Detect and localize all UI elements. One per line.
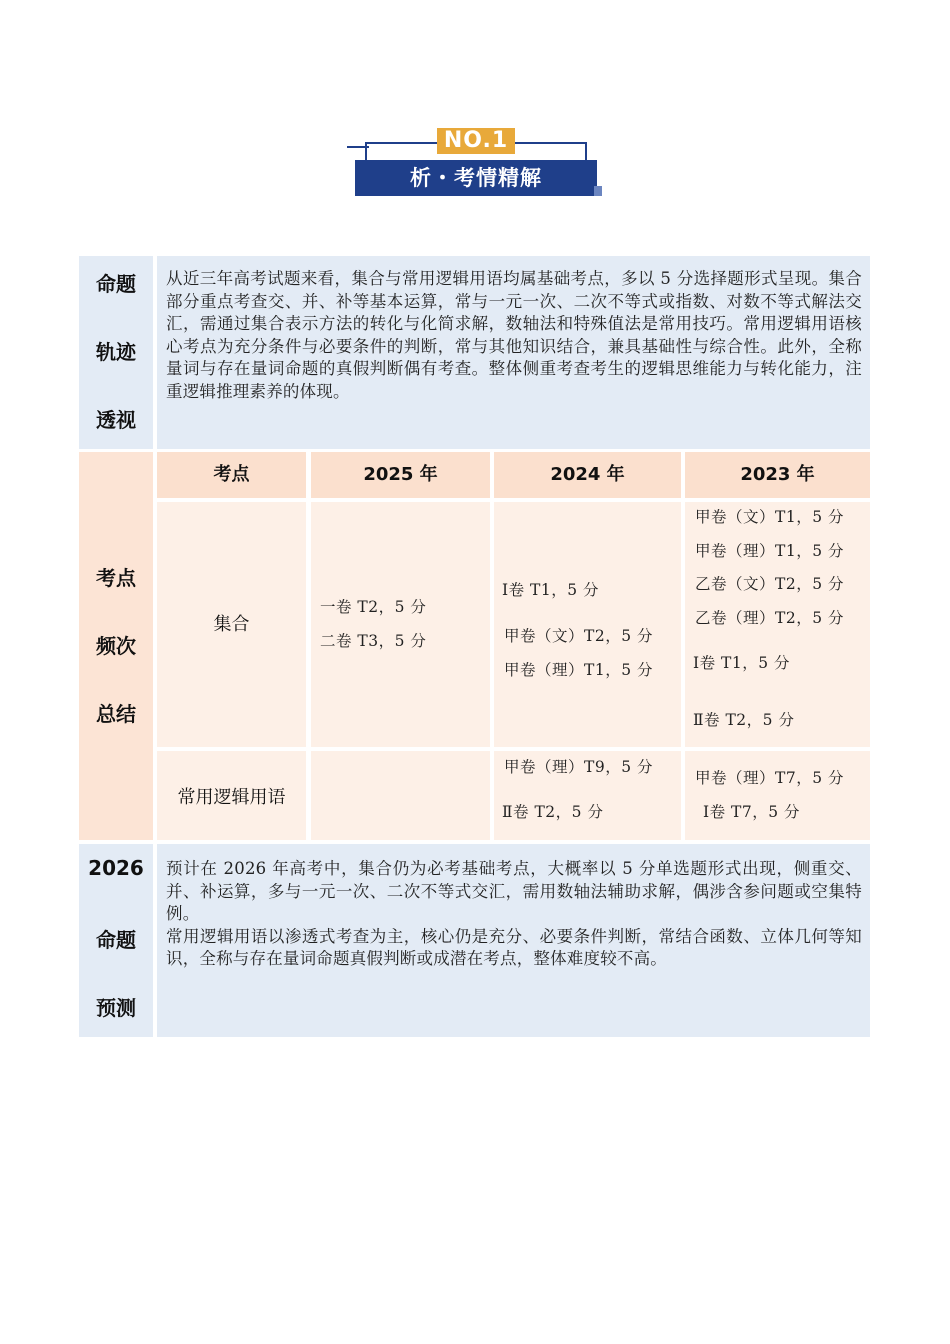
label-line: 总结	[96, 702, 136, 726]
exam-entry: 甲卷（理）T7，5 分	[695, 769, 844, 787]
decorative-line	[585, 142, 587, 162]
exam-entry: 甲卷（理）T9，5 分	[504, 758, 653, 776]
label-line: 2026	[88, 856, 144, 880]
table-cell	[311, 502, 490, 747]
exam-entry: 乙卷（理）T2，5 分	[695, 609, 844, 627]
table-cell	[494, 751, 681, 840]
decorative-line	[365, 142, 367, 162]
prediction-paragraph: 常用逻辑用语以渗透式考查为主，核心仍是充分、必要条件判断，常结合函数、立体几何等知识，全称与存在量词命题真假判断或成潜在考点，整体难度较不高。	[166, 926, 862, 968]
badge-number: NO.1	[437, 128, 515, 154]
table-cell	[494, 502, 681, 747]
label-line: 考点	[96, 566, 136, 590]
section-label-prediction	[79, 844, 153, 1037]
section-title-badge	[347, 128, 603, 198]
prediction-paragraph: 预计在 2026 年高考中，集合仍为必考基础考点，大概率以 5 分单选题形式出现，侧重交、并、补运算，多与一元一次、二次不等式交汇，需用数轴法辅助求解，偶涉含参问题或空集特例。	[166, 859, 862, 923]
exam-entry: 一卷 T2，5 分	[320, 598, 427, 616]
table-cell	[311, 751, 490, 840]
table-cell	[157, 502, 306, 747]
exam-entry: 甲卷（理）T1，5 分	[695, 542, 844, 560]
exam-entry: Ⅱ卷 T2，5 分	[502, 803, 604, 821]
label-line: 预测	[96, 996, 136, 1020]
exam-entry: Ⅰ卷 T1，5 分	[693, 654, 791, 672]
badge-shadow	[594, 186, 602, 196]
exam-entry: Ⅰ卷 T1，5 分	[502, 581, 600, 599]
label-line: 轨迹	[96, 340, 136, 364]
label-line: 命题	[96, 272, 136, 296]
table-cell	[685, 502, 870, 747]
exam-entry: Ⅱ卷 T2，5 分	[693, 711, 795, 729]
topic-name: 常用逻辑用语	[177, 787, 286, 808]
label-line: 透视	[96, 408, 136, 432]
prediction-text	[157, 844, 870, 1037]
table-header-2025: 2025 年	[311, 452, 490, 498]
table-cell	[157, 751, 306, 840]
table-header-2024: 2024 年	[494, 452, 681, 498]
section-label-trajectory	[79, 256, 153, 449]
label-line: 命题	[96, 928, 136, 952]
section-label-frequency	[79, 452, 153, 840]
exam-entry: 甲卷（理）T1，5 分	[504, 661, 653, 679]
exam-entry: Ⅰ卷 T7，5 分	[703, 803, 801, 821]
table-header-topic: 考点	[157, 452, 306, 498]
badge-title: 析・考情精解	[355, 160, 597, 196]
exam-entry: 二卷 T3，5 分	[320, 632, 427, 650]
table-cell	[685, 751, 870, 840]
exam-entry: 甲卷（文）T1，5 分	[695, 508, 844, 526]
exam-entry: 乙卷（文）T2，5 分	[695, 575, 844, 593]
exam-entry: 甲卷（文）T2，5 分	[504, 627, 653, 645]
label-line: 频次	[96, 634, 136, 658]
trajectory-text: 从近三年高考试题来看，集合与常用逻辑用语均属基础考点，多以 5 分选择题形式呈现。集合部分重点考查交、并、补等基本运算，常与一元一次、二次不等式或指数、对数不等式解法交汇，需通过集合表示方法的转化与化简求解，数轴法和特殊值法是常用技巧。常用逻辑用语核心考点为充分条件与必要条件的判断，常与其他知识结合，兼具基础性与综合性。此外，全称量词与存在量词命题的真假判断偶有考查。整体侧重考查考生的逻辑思维能力与转化能力，注重逻辑推理素养的体现。	[157, 256, 870, 449]
topic-name: 集合	[213, 614, 250, 635]
table-header-2023: 2023 年	[685, 452, 870, 498]
